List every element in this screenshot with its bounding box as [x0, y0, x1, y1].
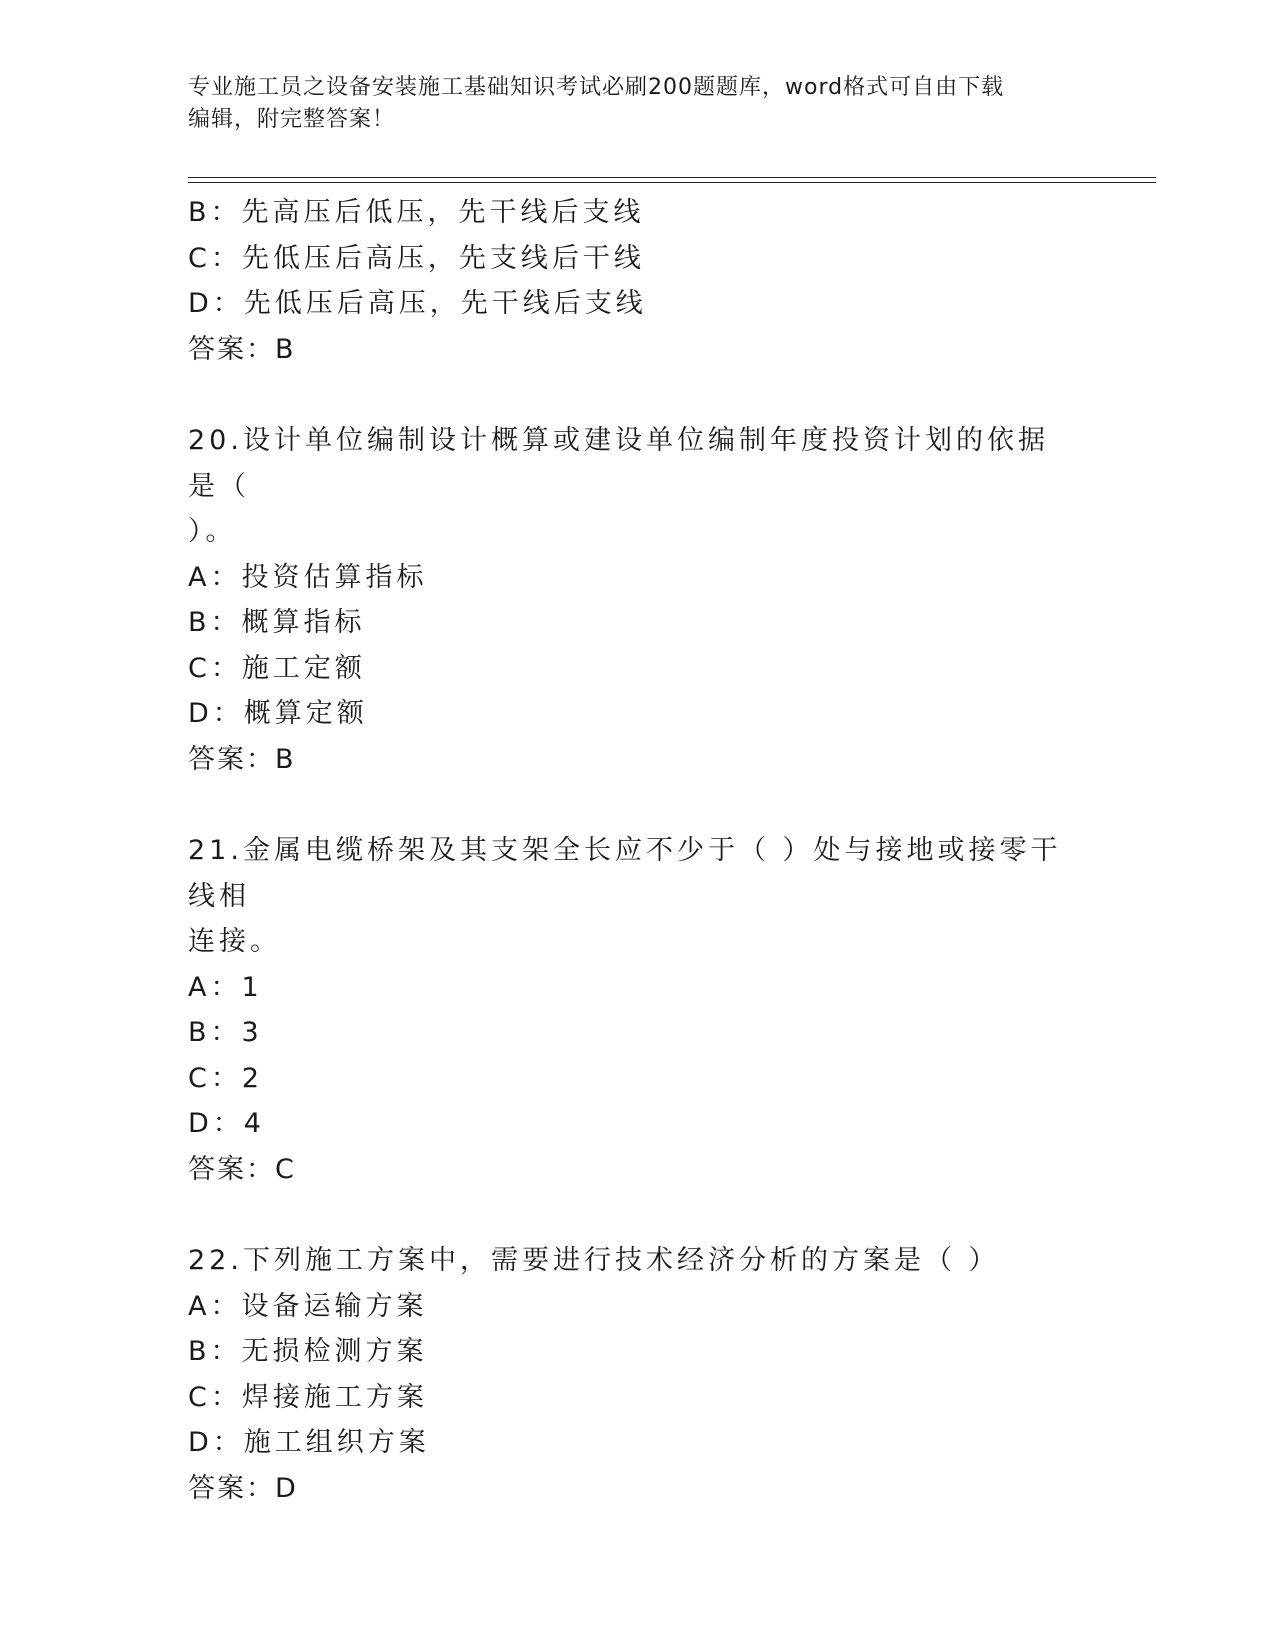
question-21 — [188, 828, 1088, 1192]
question-text-line-2: ）。 — [188, 516, 237, 547]
option-d: D：施工组织方案 — [188, 1427, 430, 1458]
question-19-continuation — [188, 190, 1088, 372]
answer-line: 答案：C — [188, 1153, 296, 1185]
question-text-line-1: 21.金属电缆桥架及其支架全长应不少于（ ）处与接地或接零干线相 — [188, 835, 1062, 912]
question-22 — [188, 1238, 1088, 1511]
question-text-line-2: 连接。 — [188, 926, 281, 957]
question-text — [188, 1238, 1068, 1284]
option-c: C：2 — [188, 1062, 264, 1094]
question-text-line-1: 22.下列施工方案中，需要进行技术经济分析的方案是（ ） — [188, 1245, 1000, 1276]
question-text — [188, 828, 1068, 965]
header-title-line-1: 专业施工员之设备安装施工基础知识考试必刷200题题库，word格式可自由下载 — [188, 75, 1005, 100]
option-b: B：先高压后低压，先干线后支线 — [188, 197, 645, 228]
question-text — [188, 418, 1068, 555]
document-header — [188, 72, 1068, 136]
header-divider-bottom — [188, 182, 1156, 183]
option-a: A：设备运输方案 — [188, 1290, 428, 1322]
question-text-line-1: 20.设计单位编制设计概算或建设单位编制年度投资计划的依据是（ — [188, 425, 1049, 502]
option-c: C：施工定额 — [188, 652, 366, 684]
option-a: A：投资估算指标 — [188, 561, 428, 593]
option-c: C：焊接施工方案 — [188, 1381, 428, 1413]
question-20 — [188, 418, 1088, 782]
option-c: C：先低压后高压，先支线后干线 — [188, 242, 645, 274]
option-d: D：4 — [188, 1108, 265, 1139]
answer-line: 答案：B — [188, 333, 296, 365]
question-list — [188, 190, 1088, 1511]
option-b: B：概算指标 — [188, 607, 366, 638]
option-d: D：概算定额 — [188, 698, 368, 729]
header-divider-top — [188, 177, 1156, 178]
option-a: A：1 — [188, 971, 263, 1003]
option-d: D：先低压后高压，先干线后支线 — [188, 288, 647, 319]
answer-line: 答案：D — [188, 1472, 298, 1504]
option-b: B：无损检测方案 — [188, 1336, 428, 1367]
header-title-line-2: 编辑，附完整答案！ — [188, 107, 396, 132]
option-b: B：3 — [188, 1017, 263, 1048]
answer-line: 答案：B — [188, 743, 296, 775]
